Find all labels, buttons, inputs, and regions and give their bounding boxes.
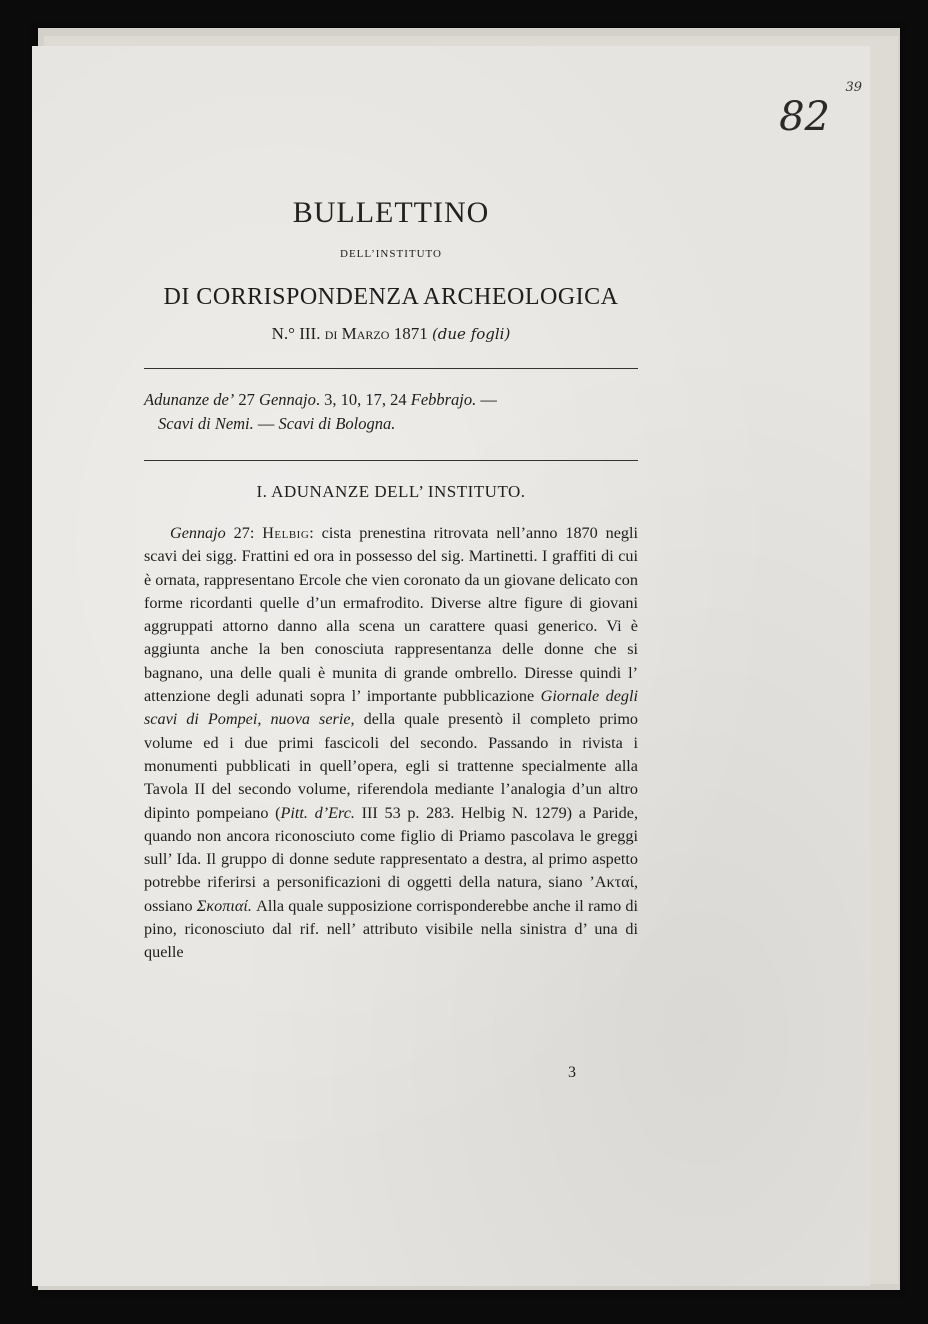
handwritten-folio-number: 82 (779, 94, 830, 140)
summary-de: de’ (213, 390, 235, 409)
journal-name: DI CORRISPONDENZA ARCHEOLOGICA (163, 284, 619, 310)
reference-abbr: Pitt. d’Erc. (280, 803, 355, 822)
section-heading: I. ADUNANZE DELL’ INSTITUTO. (256, 482, 526, 501)
body-text-4: ossiano (144, 896, 197, 915)
summary-date-a: 27 (238, 390, 255, 409)
contents-summary (144, 388, 638, 436)
body-text-2: della quale presentò il completo primo volume ed i due primi fascicoli del secondo. Passando in rivista i monumenti pubblicati in quell’opera, egli si trattenne specialmente alla Tavola II del secondo volume, riferendola mediante l’analogia d’un altro dipinto pompeiano ( (144, 710, 639, 822)
summary-scavi-bologna: Scavi di Bologna. (278, 414, 396, 433)
body-lead-day: 27: (233, 524, 255, 542)
issue-line (144, 324, 638, 344)
summary-dash-1: — (480, 390, 497, 409)
corner-folio-number: 39 (845, 80, 862, 95)
issue-number: N.° III. (271, 324, 321, 343)
summary-dates-b: . 3, 10, 17, 24 (315, 390, 407, 409)
greek-word-2: Σκοπιαί. (196, 896, 252, 915)
issue-year: 1871 (393, 324, 428, 343)
issue-month-prefix: DI (324, 328, 338, 342)
summary-month-b: Febbrajo. (410, 390, 477, 409)
signature-mark: 3 (568, 1064, 576, 1081)
rule-bottom (144, 460, 638, 461)
document-page (32, 46, 870, 1286)
summary-dash-2: — (257, 414, 275, 433)
journal-subtitle: DELL’INSTITUTO (340, 248, 442, 260)
body-paragraph (144, 522, 638, 965)
summary-adunanze: Adunanze (144, 390, 210, 409)
body-text-3: III 53 p. 283. Helbig N. 1279) a Paride, quando non ancora riconosciuto come figlio di Priamo pascolava le greggi sull’ Ida. Il gruppo di donne sedute rappresentato a destra, al primo aspetto potrebbe riferirsi a personificazioni di oggetti della natura, siano (144, 803, 638, 892)
summary-month-a: Gennajo (259, 390, 316, 409)
issue-month: Marzo (341, 324, 390, 343)
summary-scavi-nemi: Scavi di Nemi. (158, 414, 254, 433)
journal-title: BULLETTINO (292, 196, 490, 229)
issue-note: (due fogli) (431, 325, 511, 343)
rule-top (144, 368, 638, 369)
body-text-5: Alla quale supposizione corrisponderebbe anche il ramo di pino, riconosciuto dal rif. nell’ attributo visibile nella sinistra d’ una di quelle (144, 896, 639, 962)
greek-word-1: ’Ακταί, (589, 873, 638, 892)
body-text-1: : cista prenestina ritrovata nell’anno 1870 negli scavi dei sigg. Frattini ed ora in possesso del sig. Martinetti. I graffiti di cui è ornata, rappresentano Ercole che vien coronato da un giovane delicato con forme ricordanti quelle d’un ermafrodito. Diverse altre figure di giovani aggruppati attorno danno alla scena un carattere quasi generico. Vi è aggiunta anche la ben conosciuta rappresentanza delle donne che si bagnano, una delle quali è munita di grande ombrello. Diresse quindi l’ attenzione degli adunati sopra l’ importante pubblicazione (144, 524, 639, 706)
speaker-name: Helbig (262, 524, 310, 542)
body-lead-month: Gennajo (170, 524, 226, 542)
publication-title: Giornale degli scavi di Pompei, nuova serie, (144, 687, 638, 729)
